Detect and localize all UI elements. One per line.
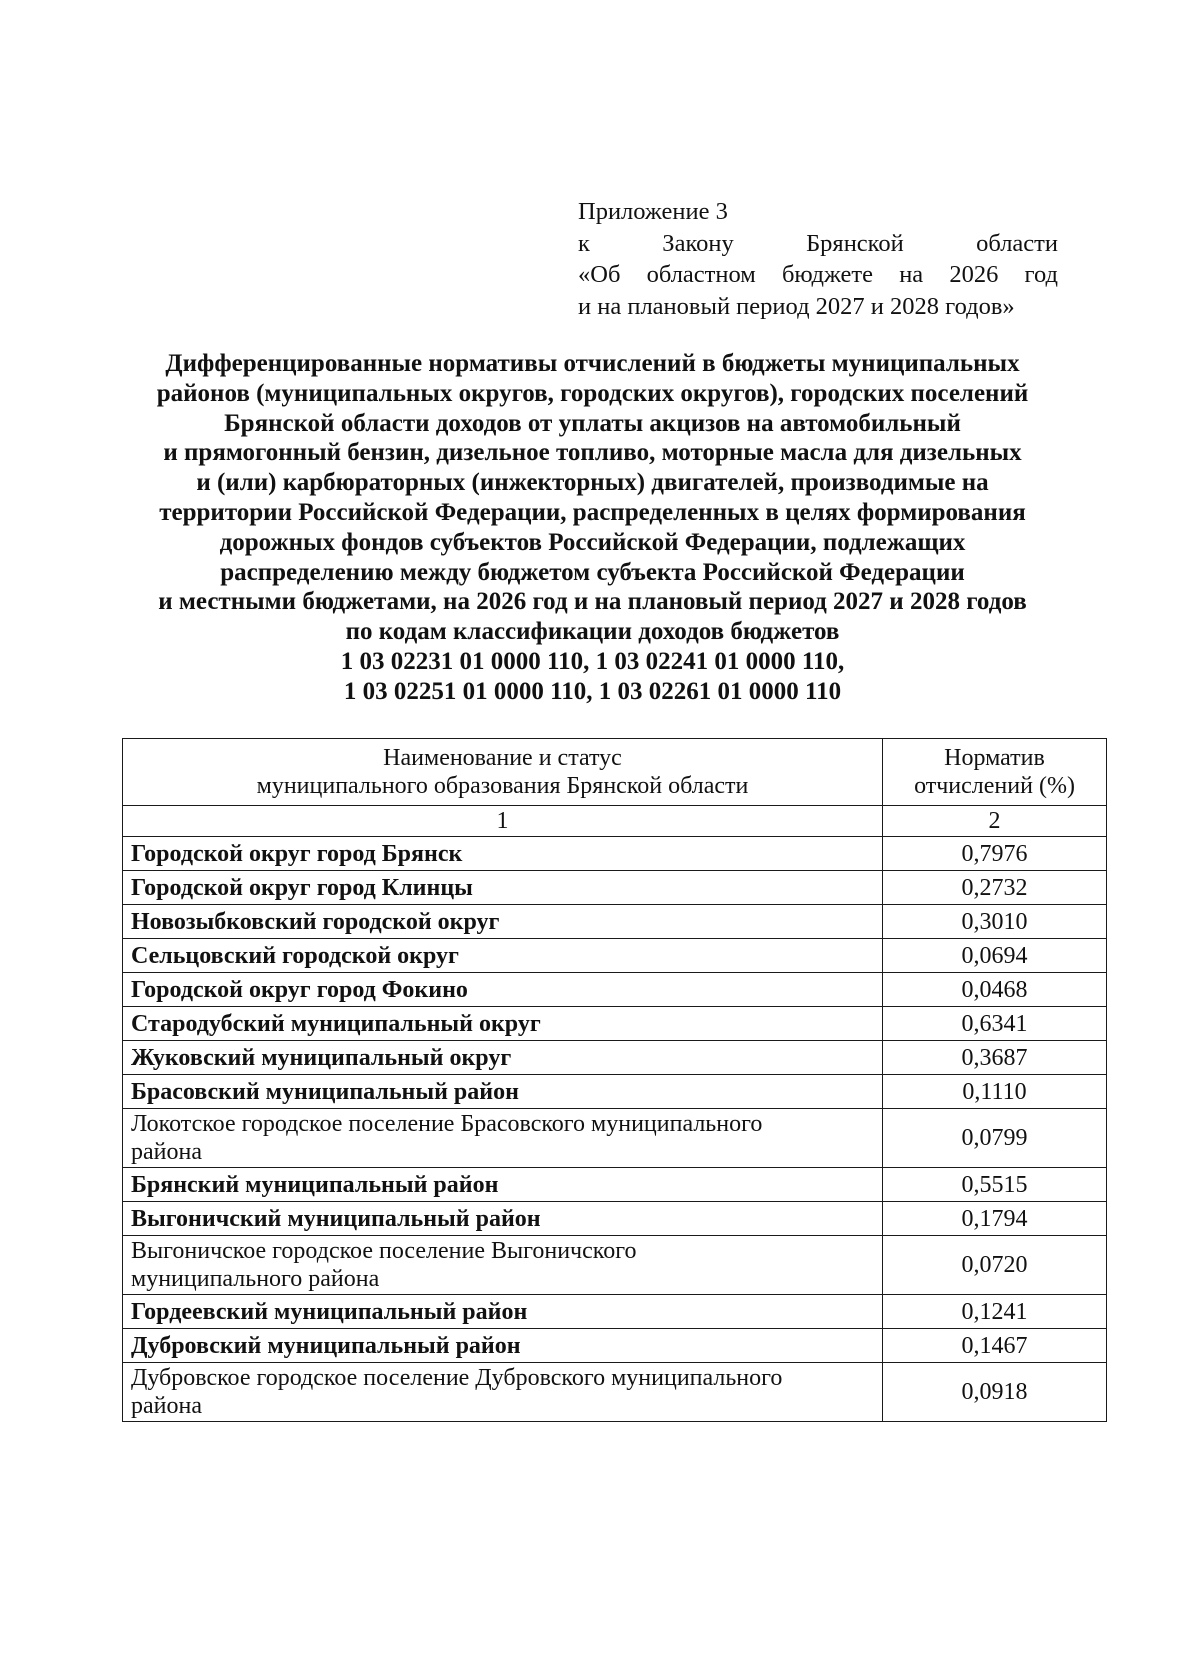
row-value: 0,1794 <box>883 1202 1107 1236</box>
row-value: 0,1467 <box>883 1329 1107 1363</box>
row-value: 0,3010 <box>883 905 1107 939</box>
row-name: Брянский муниципальный район <box>123 1168 883 1202</box>
column-number-row <box>123 806 1107 837</box>
title-line: 1 03 02251 01 0000 110, 1 03 02261 01 0000 110 <box>343 677 842 705</box>
row-name-line: района <box>131 1393 202 1419</box>
table-row <box>123 1075 1107 1109</box>
row-value: 0,2732 <box>883 871 1107 905</box>
table-row <box>123 1363 1107 1422</box>
row-name-line: Локотское городское поселение Брасовского муниципального <box>131 1111 763 1137</box>
row-name-line: муниципального района <box>131 1266 380 1292</box>
row-name-line: Дубровское городское поселение Дубровского муниципального <box>131 1365 783 1391</box>
column-number: 2 <box>883 806 1107 837</box>
row-value: 0,6341 <box>883 1007 1107 1041</box>
title-line: и (или) карбюраторных (инжекторных) двигателей, производимые на <box>196 469 989 497</box>
header-name-line: муниципального образования Брянской области <box>256 773 749 799</box>
row-name: Гордеевский муниципальный район <box>123 1295 883 1329</box>
title-line: дорожных фондов субъектов Российской Федерации, подлежащих <box>219 528 966 556</box>
appendix-word: бюджете <box>781 261 874 288</box>
title-line: районов (муниципальных округов, городских округов), городских поселений <box>156 379 1029 407</box>
row-name: Стародубский муниципальный округ <box>123 1007 883 1041</box>
row-name: Новозыбковский городской округ <box>123 905 883 939</box>
row-value: 0,0468 <box>883 973 1107 1007</box>
table-row <box>123 1236 1107 1295</box>
appendix-period-line: и на плановый период 2027 и 2028 годов» <box>578 292 1015 320</box>
table-row <box>123 1329 1107 1363</box>
row-name: Брасовский муниципальный район <box>123 1075 883 1109</box>
table-row <box>123 905 1107 939</box>
row-name: Сельцовский городской округ <box>123 939 883 973</box>
appendix-word: к <box>578 229 590 257</box>
row-value: 0,0918 <box>883 1363 1107 1422</box>
appendix-word: областном <box>646 261 756 288</box>
appendix-law-title-line <box>578 259 1058 291</box>
row-name-line: Выгоничское городское поселение Выгоничского <box>131 1238 637 1264</box>
appendix-number: Приложение 3 <box>578 198 728 225</box>
appendix-word: Брянской <box>806 229 904 257</box>
row-name <box>123 1363 883 1422</box>
table-row <box>123 1007 1107 1041</box>
row-value: 0,1110 <box>883 1075 1107 1109</box>
table-row <box>123 1168 1107 1202</box>
header-value-cell <box>883 739 1107 806</box>
table-row <box>123 1295 1107 1329</box>
title-line: и местными бюджетами, на 2026 год и на плановый период 2027 и 2028 годов <box>158 588 1027 616</box>
title-line: Дифференцированные нормативы отчислений в бюджеты муниципальных <box>165 350 1020 377</box>
row-name <box>123 1109 883 1168</box>
table-row <box>123 837 1107 871</box>
row-name: Выгоничский муниципальный район <box>123 1202 883 1236</box>
row-value: 0,0720 <box>883 1236 1107 1295</box>
row-value: 0,5515 <box>883 1168 1107 1202</box>
appendix-word: 2026 <box>949 261 999 288</box>
row-name: Жуковский муниципальный округ <box>123 1041 883 1075</box>
title-line: по кодам классификации доходов бюджетов <box>345 618 840 646</box>
document-title <box>110 349 1075 707</box>
row-value: 0,0694 <box>883 939 1107 973</box>
header-name-line: Наименование и статус <box>383 745 622 771</box>
title-line: и прямогонный бензин, дизельное топливо, моторные масла для дизельных <box>163 439 1022 467</box>
norms-table <box>122 738 1107 1422</box>
row-name: Городской округ город Клинцы <box>123 871 883 905</box>
table-row <box>123 973 1107 1007</box>
row-value: 0,0799 <box>883 1109 1107 1168</box>
title-line: распределению между бюджетом субъекта Российской Федерации <box>220 558 965 586</box>
table-row <box>123 871 1107 905</box>
row-value: 0,7976 <box>883 837 1107 871</box>
table-row <box>123 1041 1107 1075</box>
table-row <box>123 939 1107 973</box>
appendix-word: области <box>976 229 1058 257</box>
row-name-line: района <box>131 1139 202 1165</box>
title-line: 1 03 02231 01 0000 110, 1 03 02241 01 0000 110, <box>340 647 845 675</box>
title-line: Брянской области доходов от уплаты акцизов на автомобильный <box>224 409 961 437</box>
appendix-law-line <box>578 228 1058 260</box>
table-row <box>123 1202 1107 1236</box>
header-name-cell <box>123 739 883 806</box>
appendix-word: Закону <box>662 229 734 257</box>
header-value-line: Норматив <box>944 745 1045 771</box>
row-value: 0,1241 <box>883 1295 1107 1329</box>
row-name: Городской округ город Фокино <box>123 973 883 1007</box>
row-value: 0,3687 <box>883 1041 1107 1075</box>
table-header-row <box>123 739 1107 806</box>
row-name <box>123 1236 883 1295</box>
appendix-block <box>578 196 1058 322</box>
appendix-word: год <box>1024 261 1058 288</box>
row-name: Городской округ город Брянск <box>123 837 883 871</box>
table-row <box>123 1109 1107 1168</box>
row-name: Дубровский муниципальный район <box>123 1329 883 1363</box>
header-value-line: отчислений (%) <box>914 773 1075 799</box>
appendix-word: на <box>899 261 924 288</box>
column-number: 1 <box>123 806 883 837</box>
title-line: территории Российской Федерации, распределенных в целях формирования <box>159 498 1026 526</box>
appendix-word: «Об <box>578 261 621 288</box>
